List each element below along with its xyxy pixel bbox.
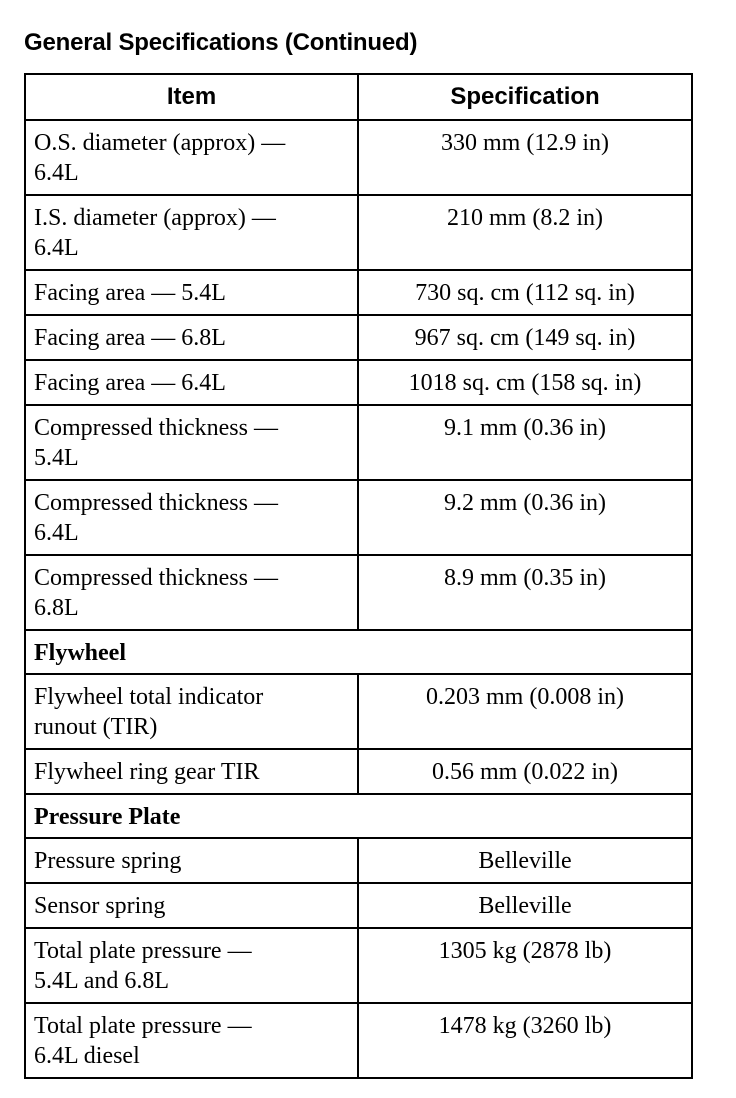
item-cell — [25, 555, 358, 630]
item-cell — [25, 480, 358, 555]
item-text: Compressed thickness — — [34, 490, 278, 516]
item-cell: Facing area — 6.4L — [25, 360, 358, 405]
table-row — [25, 270, 692, 315]
specification-cell: 0.203 mm (0.008 in) — [358, 674, 692, 749]
item-text: 6.4L — [34, 520, 79, 546]
page-title: General Specifications (Continued) — [24, 29, 418, 56]
item-cell — [25, 928, 358, 1003]
specification-cell: Belleville — [358, 883, 692, 928]
item-text: 6.4L — [34, 160, 79, 186]
item-cell: Pressure spring — [25, 838, 358, 883]
header-row — [25, 74, 692, 120]
table-row — [25, 838, 692, 883]
specification-cell: 9.2 mm (0.36 in) — [358, 480, 692, 555]
item-cell — [25, 120, 358, 195]
item-text: 6.8L — [34, 595, 79, 621]
specification-cell: 1018 sq. cm (158 sq. in) — [358, 360, 692, 405]
item-cell: Sensor spring — [25, 883, 358, 928]
table-row — [25, 674, 692, 749]
specification-cell: 0.56 mm (0.022 in) — [358, 749, 692, 794]
specification-cell: 8.9 mm (0.35 in) — [358, 555, 692, 630]
specification-cell: 967 sq. cm (149 sq. in) — [358, 315, 692, 360]
table-row — [25, 315, 692, 360]
specifications-table — [24, 73, 693, 1079]
section-heading-pressure-plate: Pressure Plate — [25, 794, 692, 838]
table-row — [25, 555, 692, 630]
item-text: O.S. diameter (approx) — — [34, 130, 286, 156]
item-cell: Facing area — 6.8L — [25, 315, 358, 360]
item-text: 5.4L and 6.8L — [34, 968, 170, 994]
item-text: 6.4L diesel — [34, 1043, 140, 1069]
item-text: Total plate pressure — — [34, 1013, 252, 1039]
table-row — [25, 749, 692, 794]
item-cell: Facing area — 5.4L — [25, 270, 358, 315]
specification-cell: 330 mm (12.9 in) — [358, 120, 692, 195]
item-text: I.S. diameter (approx) — — [34, 205, 276, 231]
table-row — [25, 883, 692, 928]
item-cell — [25, 674, 358, 749]
table-row — [25, 928, 692, 1003]
specification-cell: Belleville — [358, 838, 692, 883]
section-row-flywheel — [25, 630, 692, 674]
section-heading-flywheel: Flywheel — [25, 630, 692, 674]
item-text: 5.4L — [34, 445, 79, 471]
specification-cell: 1478 kg (3260 lb) — [358, 1003, 692, 1078]
item-text: runout (TIR) — [34, 714, 158, 740]
specification-cell: 1305 kg (2878 lb) — [358, 928, 692, 1003]
table-row — [25, 1003, 692, 1078]
table-row — [25, 120, 692, 195]
specification-cell: 210 mm (8.2 in) — [358, 195, 692, 270]
item-text: 6.4L — [34, 235, 79, 261]
table-row — [25, 360, 692, 405]
table-body — [25, 120, 692, 1078]
item-text: Compressed thickness — — [34, 415, 278, 441]
specification-cell: 9.1 mm (0.36 in) — [358, 405, 692, 480]
item-cell — [25, 195, 358, 270]
item-cell — [25, 1003, 358, 1078]
table-row — [25, 195, 692, 270]
table-row — [25, 405, 692, 480]
item-cell — [25, 405, 358, 480]
item-cell: Flywheel ring gear TIR — [25, 749, 358, 794]
item-text: Total plate pressure — — [34, 938, 252, 964]
item-text: Compressed thickness — — [34, 565, 278, 591]
table-row — [25, 480, 692, 555]
column-header-specification: Specification — [358, 74, 692, 120]
column-header-item: Item — [25, 74, 358, 120]
table-header — [25, 74, 692, 120]
section-row-pressure-plate — [25, 794, 692, 838]
specification-cell: 730 sq. cm (112 sq. in) — [358, 270, 692, 315]
item-text: Flywheel total indicator — [34, 684, 264, 710]
